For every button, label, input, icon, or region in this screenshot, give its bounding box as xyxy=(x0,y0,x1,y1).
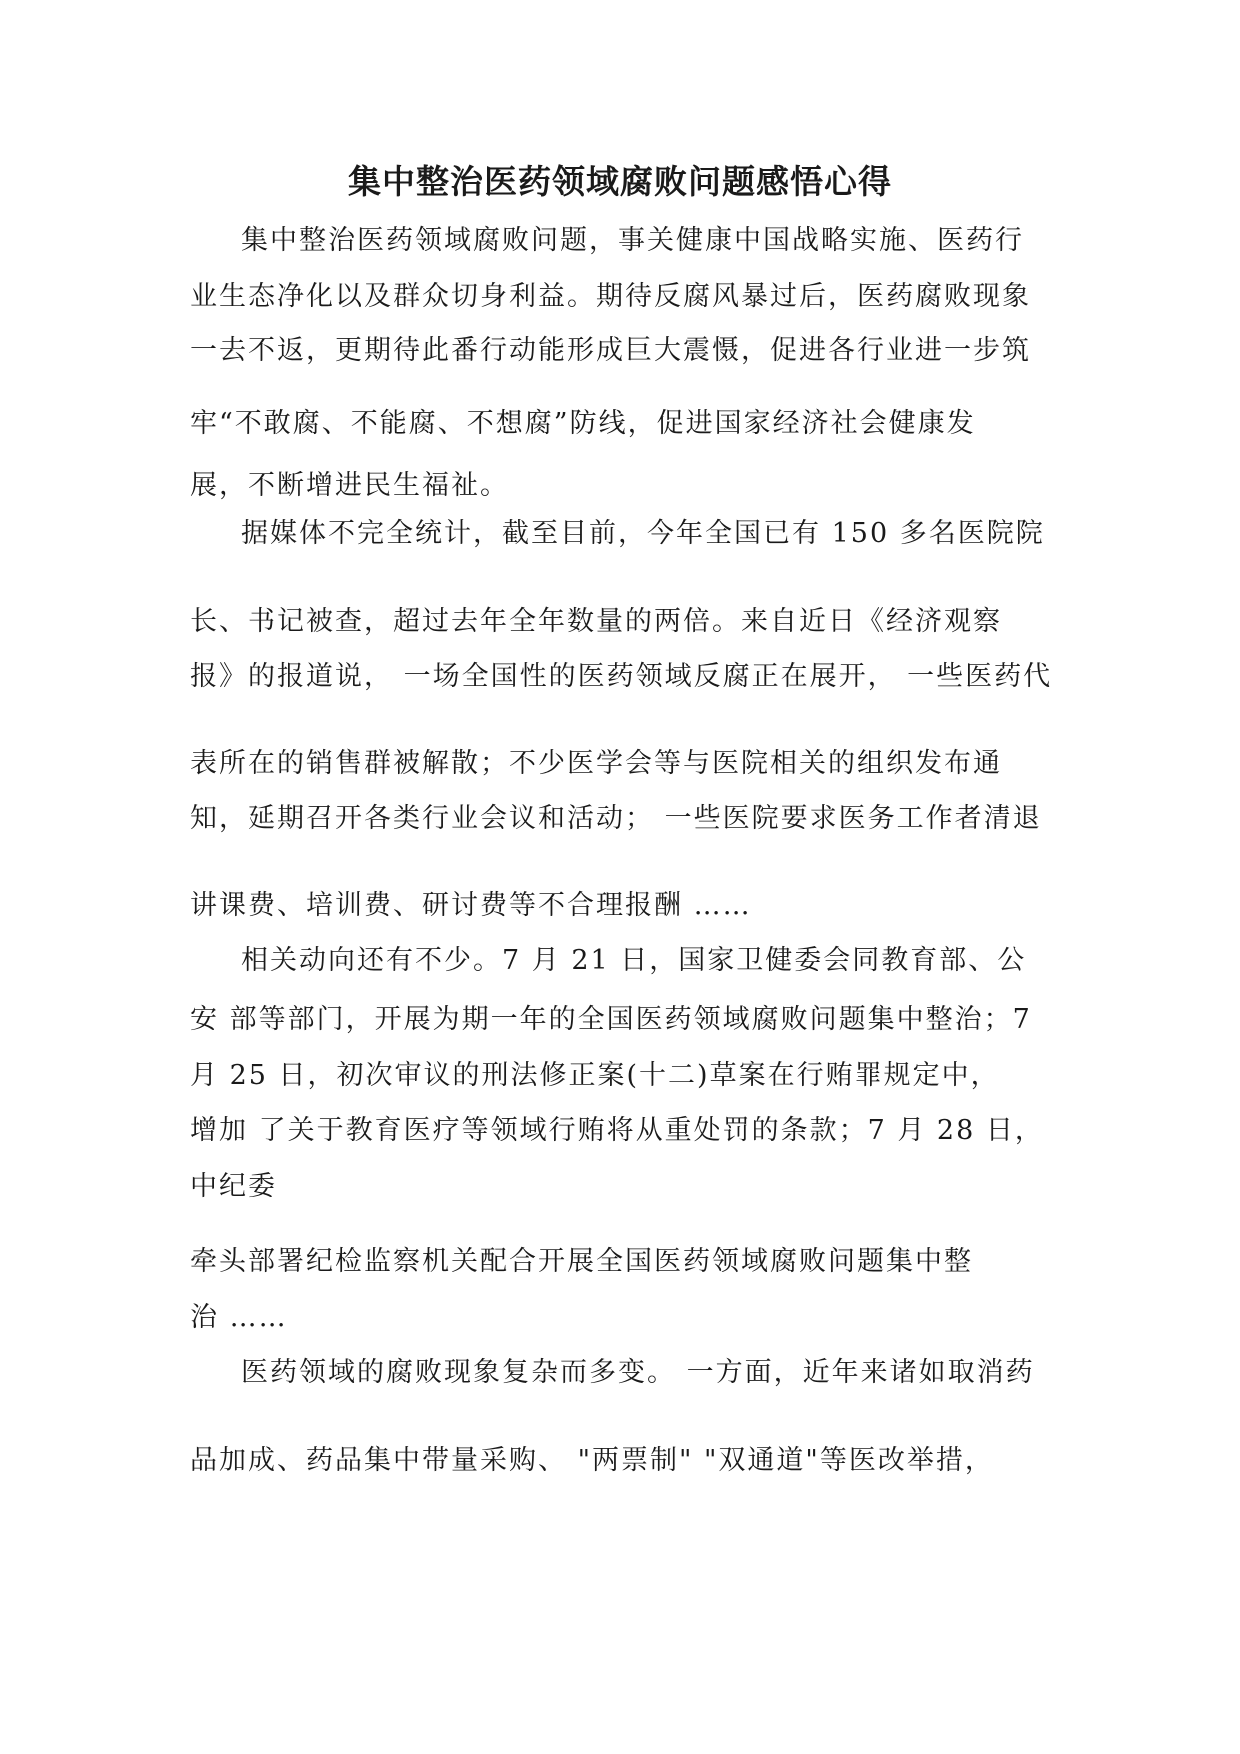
paragraph-line: 讲课费、培训费、研讨费等不合理报酬 …… xyxy=(190,890,752,921)
paragraph-line: 一去不返，更期待此番行动能形成巨大震慑，促进各行业进一步筑 xyxy=(190,335,1031,366)
paragraph-line: 业生态净化以及群众切身利益。期待反腐风暴过后，医药腐败现象 xyxy=(190,281,1031,312)
paragraph-line: 治 …… xyxy=(190,1302,288,1333)
paragraph-line: 据媒体不完全统计，截至目前，今年全国已有 150 多名医院院 xyxy=(241,518,1045,549)
paragraph-line: 相关动向还有不少。7 月 21 日，国家卫健委会同教育部、公 xyxy=(241,945,1027,976)
paragraph-line: 品加成、药品集中带量采购、 "两票制" "双通道"等医改举措， xyxy=(190,1445,994,1476)
paragraph-line: 中纪委 xyxy=(190,1171,277,1202)
paragraph-line: 增加 了关于教育医疗等领域行贿将从重处罚的条款；7 月 28 日， xyxy=(190,1115,1044,1146)
paragraph-line: 安 部等部门，开展为期一年的全国医药领域腐败问题集中整治；7 xyxy=(190,1004,1032,1035)
paragraph-line: 月 25 日，初次审议的刑法修正案(十二)草案在行贿罪规定中， xyxy=(190,1060,1000,1091)
paragraph-line: 展，不断增进民生福祉。 xyxy=(190,470,509,501)
paragraph-line: 报》的报道说， 一场全国性的医药领域反腐正在展开， 一些医药代 xyxy=(190,661,1053,692)
paragraph-line: 牵头部署纪检监察机关配合开展全国医药领域腐败问题集中整 xyxy=(190,1246,973,1277)
document-title: 集中整治医药领域腐败问题感悟心得 xyxy=(348,162,892,201)
paragraph-line: 牢“不敢腐、不能腐、不想腐”防线，促进国家经济社会健康发 xyxy=(190,408,976,439)
paragraph-line: 集中整治医药领域腐败问题，事关健康中国战略实施、医药行 xyxy=(241,225,1024,256)
paragraph-line: 表所在的销售群被解散；不少医学会等与医院相关的组织发布通 xyxy=(190,748,1002,779)
paragraph-line: 长、书记被查，超过去年全年数量的两倍。来自近日《经济观察 xyxy=(190,606,1002,637)
paragraph-line: 知，延期召开各类行业会议和活动； 一些医院要求医务工作者清退 xyxy=(190,803,1042,834)
paragraph-line: 医药领域的腐败现象复杂而多变。 一方面，近年来诸如取消药 xyxy=(241,1357,1035,1388)
